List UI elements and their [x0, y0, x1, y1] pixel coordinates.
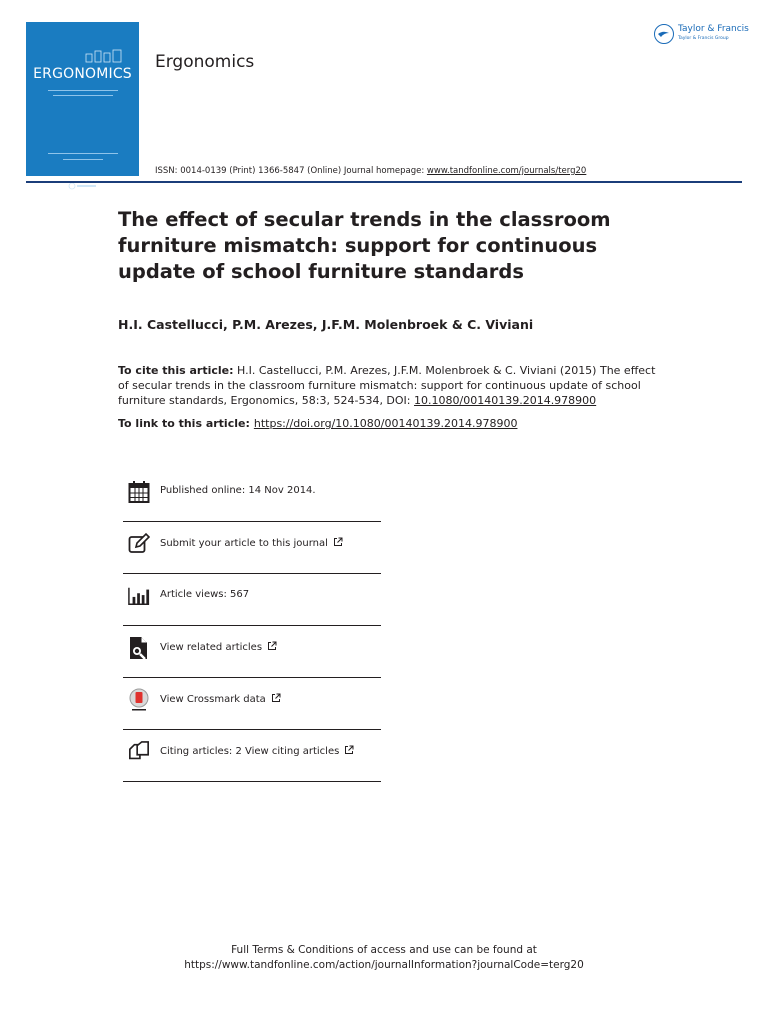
article-link-line — [118, 417, 517, 430]
journal-cover-image — [26, 22, 139, 176]
taylor-francis-logo[interactable] — [654, 22, 754, 48]
journal-name: Ergonomics — [155, 52, 255, 72]
cover-rule — [63, 159, 103, 160]
article-info-list — [123, 470, 381, 782]
list-item-published — [123, 470, 381, 522]
cover-building-icon — [84, 49, 124, 63]
header-divider — [26, 181, 742, 183]
list-item-citing[interactable] — [123, 730, 381, 782]
related-articles-label: View related articles — [160, 642, 263, 653]
cite-text: H.I. Castellucci, P.M. Arezes, J.F.M. Molenbroek & C. Viviani (2015) The effect of secular trends in the classroom furniture mismatch: support for continuous update of school furniture standards, Ergonomics, 58:3, 524-534, DOI: — [118, 364, 656, 407]
citing-articles-icon — [128, 740, 150, 764]
related-articles-link[interactable] — [160, 641, 277, 653]
crossmark-icon — [128, 688, 150, 712]
submit-article-label: Submit your article to this journal — [160, 538, 328, 549]
cover-rule — [48, 90, 118, 91]
article-title: The effect of secular trends in the classroom furniture mismatch: support for continuous update of school furniture standards — [118, 208, 611, 283]
publisher-group: Taylor & Francis Group — [678, 36, 729, 41]
citing-articles-link[interactable] — [160, 745, 354, 757]
list-item-crossmark[interactable] — [123, 678, 381, 730]
external-link-icon — [267, 641, 277, 651]
bar-chart-icon — [128, 584, 150, 608]
terms-url-link[interactable]: https://www.tandfonline.com/action/journalInformation?journalCode=terg20 — [184, 959, 584, 971]
calendar-icon — [128, 480, 150, 504]
article-authors: H.I. Castellucci, P.M. Arezes, J.F.M. Molenbroek & C. Viviani — [118, 317, 534, 332]
submit-article-link[interactable] — [160, 537, 343, 549]
list-item-views — [123, 574, 381, 626]
external-link-icon — [333, 537, 343, 547]
terms-line-1: Full Terms & Conditions of access and use can be found at — [231, 944, 537, 956]
article-views: Article views: 567 — [160, 589, 250, 600]
cover-rule — [53, 95, 113, 96]
search-document-icon — [128, 636, 150, 660]
terms-footer — [0, 943, 768, 973]
edit-icon — [128, 532, 150, 556]
journal-homepage-link[interactable]: www.tandfonline.com/journals/terg20 — [426, 166, 587, 176]
crossmark-label: View Crossmark data — [160, 694, 266, 705]
list-item-submit[interactable] — [123, 522, 381, 574]
cover-rule — [48, 153, 118, 154]
doi-url-link[interactable]: https://doi.org/10.1080/00140139.2014.978900 — [253, 417, 518, 430]
issn-text: ISSN: 0014-0139 (Print) 1366-5847 (Online) Journal homepage: — [155, 166, 427, 176]
doi-link[interactable]: 10.1080/00140139.2014.978900 — [414, 394, 597, 407]
publisher-emblem-icon — [654, 24, 674, 44]
issn-line — [155, 166, 586, 176]
list-item-related[interactable] — [123, 626, 381, 678]
citation-block — [118, 363, 658, 408]
cite-label: To cite this article: — [118, 364, 234, 377]
citing-articles-label: Citing articles: 2 View citing articles — [160, 746, 340, 757]
cover-masthead: ERGONOMICS — [33, 66, 132, 82]
publisher-name: Taylor & Francis — [678, 24, 749, 34]
external-link-icon — [344, 745, 354, 755]
crossmark-link[interactable] — [160, 693, 281, 705]
external-link-icon — [271, 693, 281, 703]
link-label: To link to this article: — [118, 417, 250, 430]
published-date: Published online: 14 Nov 2014. — [160, 485, 316, 496]
cover-publisher-icon — [68, 182, 98, 190]
